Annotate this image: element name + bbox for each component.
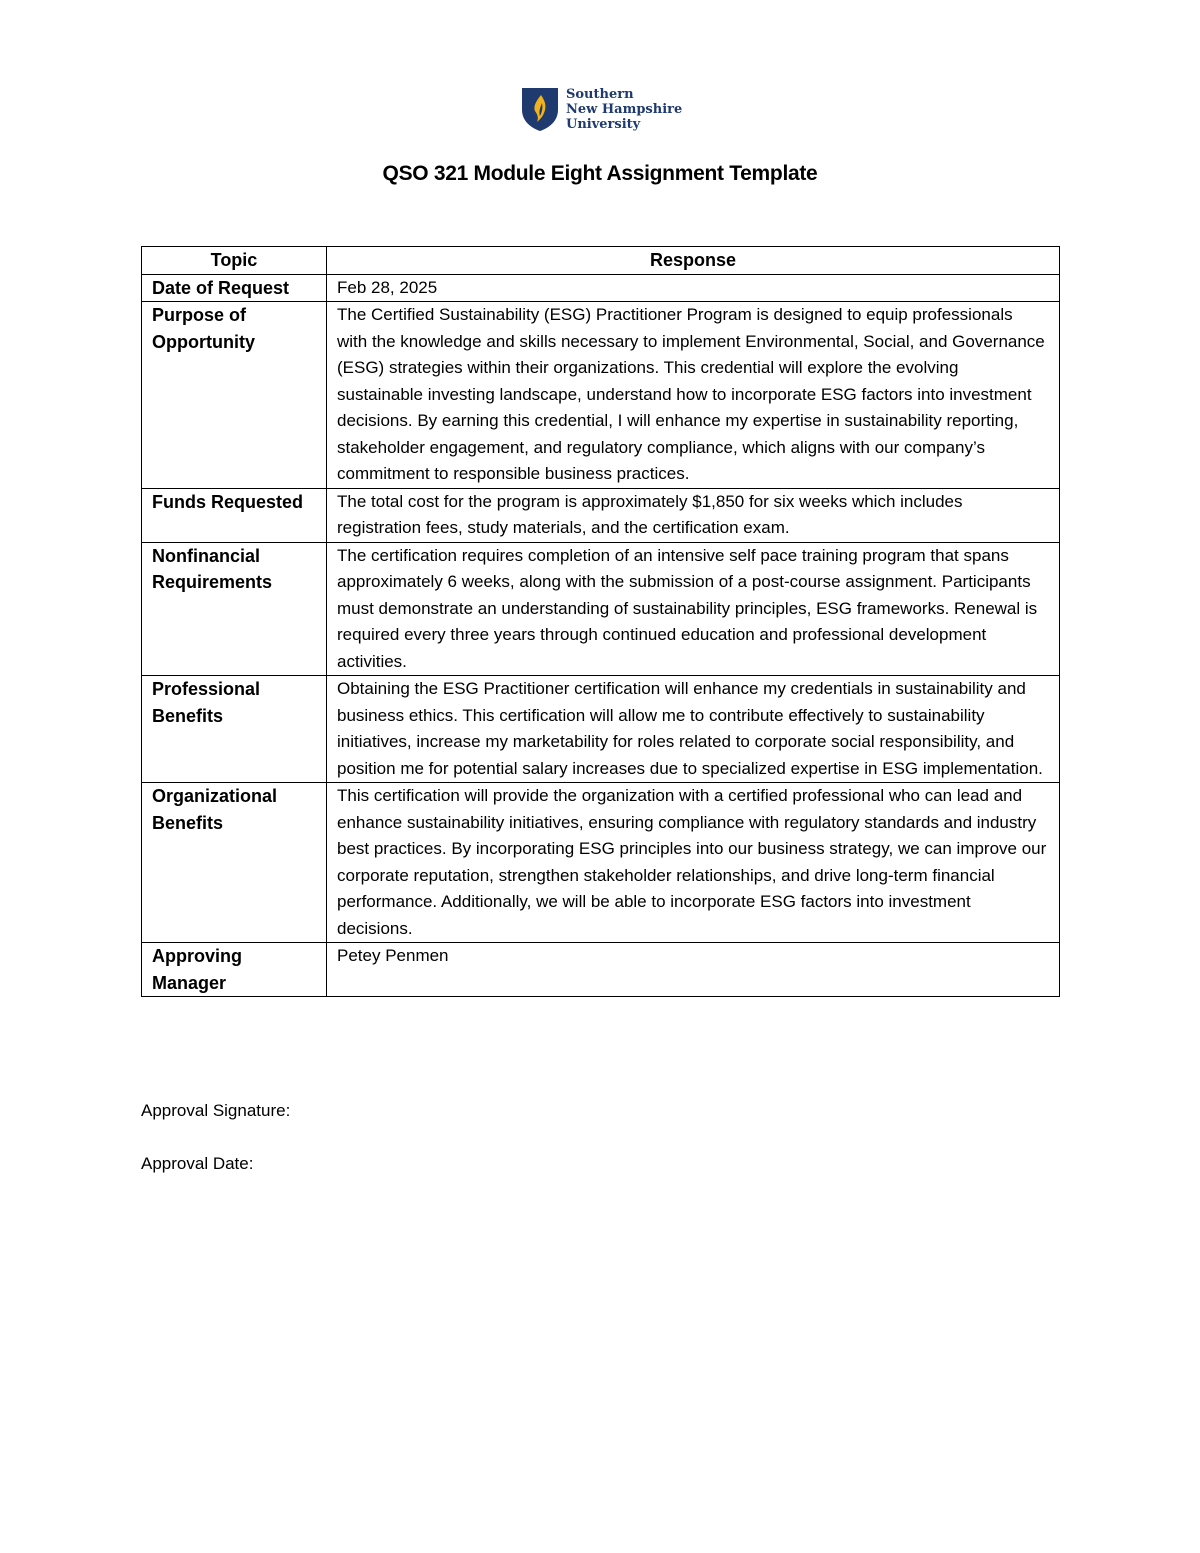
topic-cell: Approving Manager: [142, 943, 327, 997]
logo-wordmark: [566, 87, 682, 132]
header-topic: Topic: [142, 247, 327, 275]
response-cell: This certification will provide the organization with a certified professional who can lead and enhance sustainability initiatives, ensuring compliance with regulatory standards and industry best practices. By incorporating ESG principles into our business strategy, we can improve our corporate reputation, strengthen stakeholder relationships, and drive long-term financial performance. Additionally, we will be able to incorporate ESG factors into investment decisions.: [327, 783, 1060, 943]
response-cell: The Certified Sustainability (ESG) Practitioner Program is designed to equip professionals with the knowledge and skills necessary to implement Environmental, Social, and Governance (ESG) strategies within their organizations. This credential will explore the evolving sustainable investing landscape, understand how to incorporate ESG factors into investment decisions. By earning this credential, I will enhance my expertise in sustainability reporting, stakeholder engagement, and regulatory compliance, which aligns with our company’s commitment to responsible business practices.: [327, 302, 1060, 489]
topic-cell: Purpose of Opportunity: [142, 302, 327, 489]
table-row: [142, 943, 1060, 997]
table-header-row: [142, 247, 1060, 275]
response-cell: Petey Penmen: [327, 943, 1060, 997]
table-row: [142, 676, 1060, 783]
university-logo: [520, 84, 690, 134]
flame-shield-icon: [520, 86, 560, 132]
table-row: [142, 783, 1060, 943]
table-row: [142, 302, 1060, 489]
response-cell: The certification requires completion of an intensive self pace training program that spans approximately 6 weeks, along with the submission of a post-course assignment. Participants must demonstrate an understanding of sustainability principles, ESG frameworks. Renewal is required every three years through continued education and professional development activities.: [327, 542, 1060, 676]
topic-cell: Funds Requested: [142, 488, 327, 542]
approval-signature-label: Approval Signature:: [141, 1101, 291, 1120]
document-title: QSO 321 Module Eight Assignment Template: [382, 162, 818, 185]
topic-cell: Nonfinancial Requirements: [142, 542, 327, 676]
approval-date-label: Approval Date:: [141, 1154, 254, 1173]
response-cell: Feb 28, 2025: [327, 274, 1060, 302]
table-row: [142, 542, 1060, 676]
response-cell: Obtaining the ESG Practitioner certification will enhance my credentials in sustainability and business ethics. This certification will allow me to contribute effectively to sustainability initiatives, increase my marketability for roles related to corporate social responsibility, and position me for potential salary increases due to specialized expertise in ESG implementation.: [327, 676, 1060, 783]
topic-cell: Date of Request: [142, 274, 327, 302]
logo-line: New Hampshire: [566, 101, 683, 117]
header-response: Response: [327, 247, 1060, 275]
topic-response-table: [141, 246, 1060, 997]
topic-cell: Professional Benefits: [142, 676, 327, 783]
logo-line: University: [566, 116, 641, 132]
logo-line: Southern: [566, 86, 634, 102]
topic-cell: Organizational Benefits: [142, 783, 327, 943]
table-row: [142, 274, 1060, 302]
response-cell: The total cost for the program is approximately $1,850 for six weeks which includes registration fees, study materials, and the certification exam.: [327, 488, 1060, 542]
table-row: [142, 488, 1060, 542]
